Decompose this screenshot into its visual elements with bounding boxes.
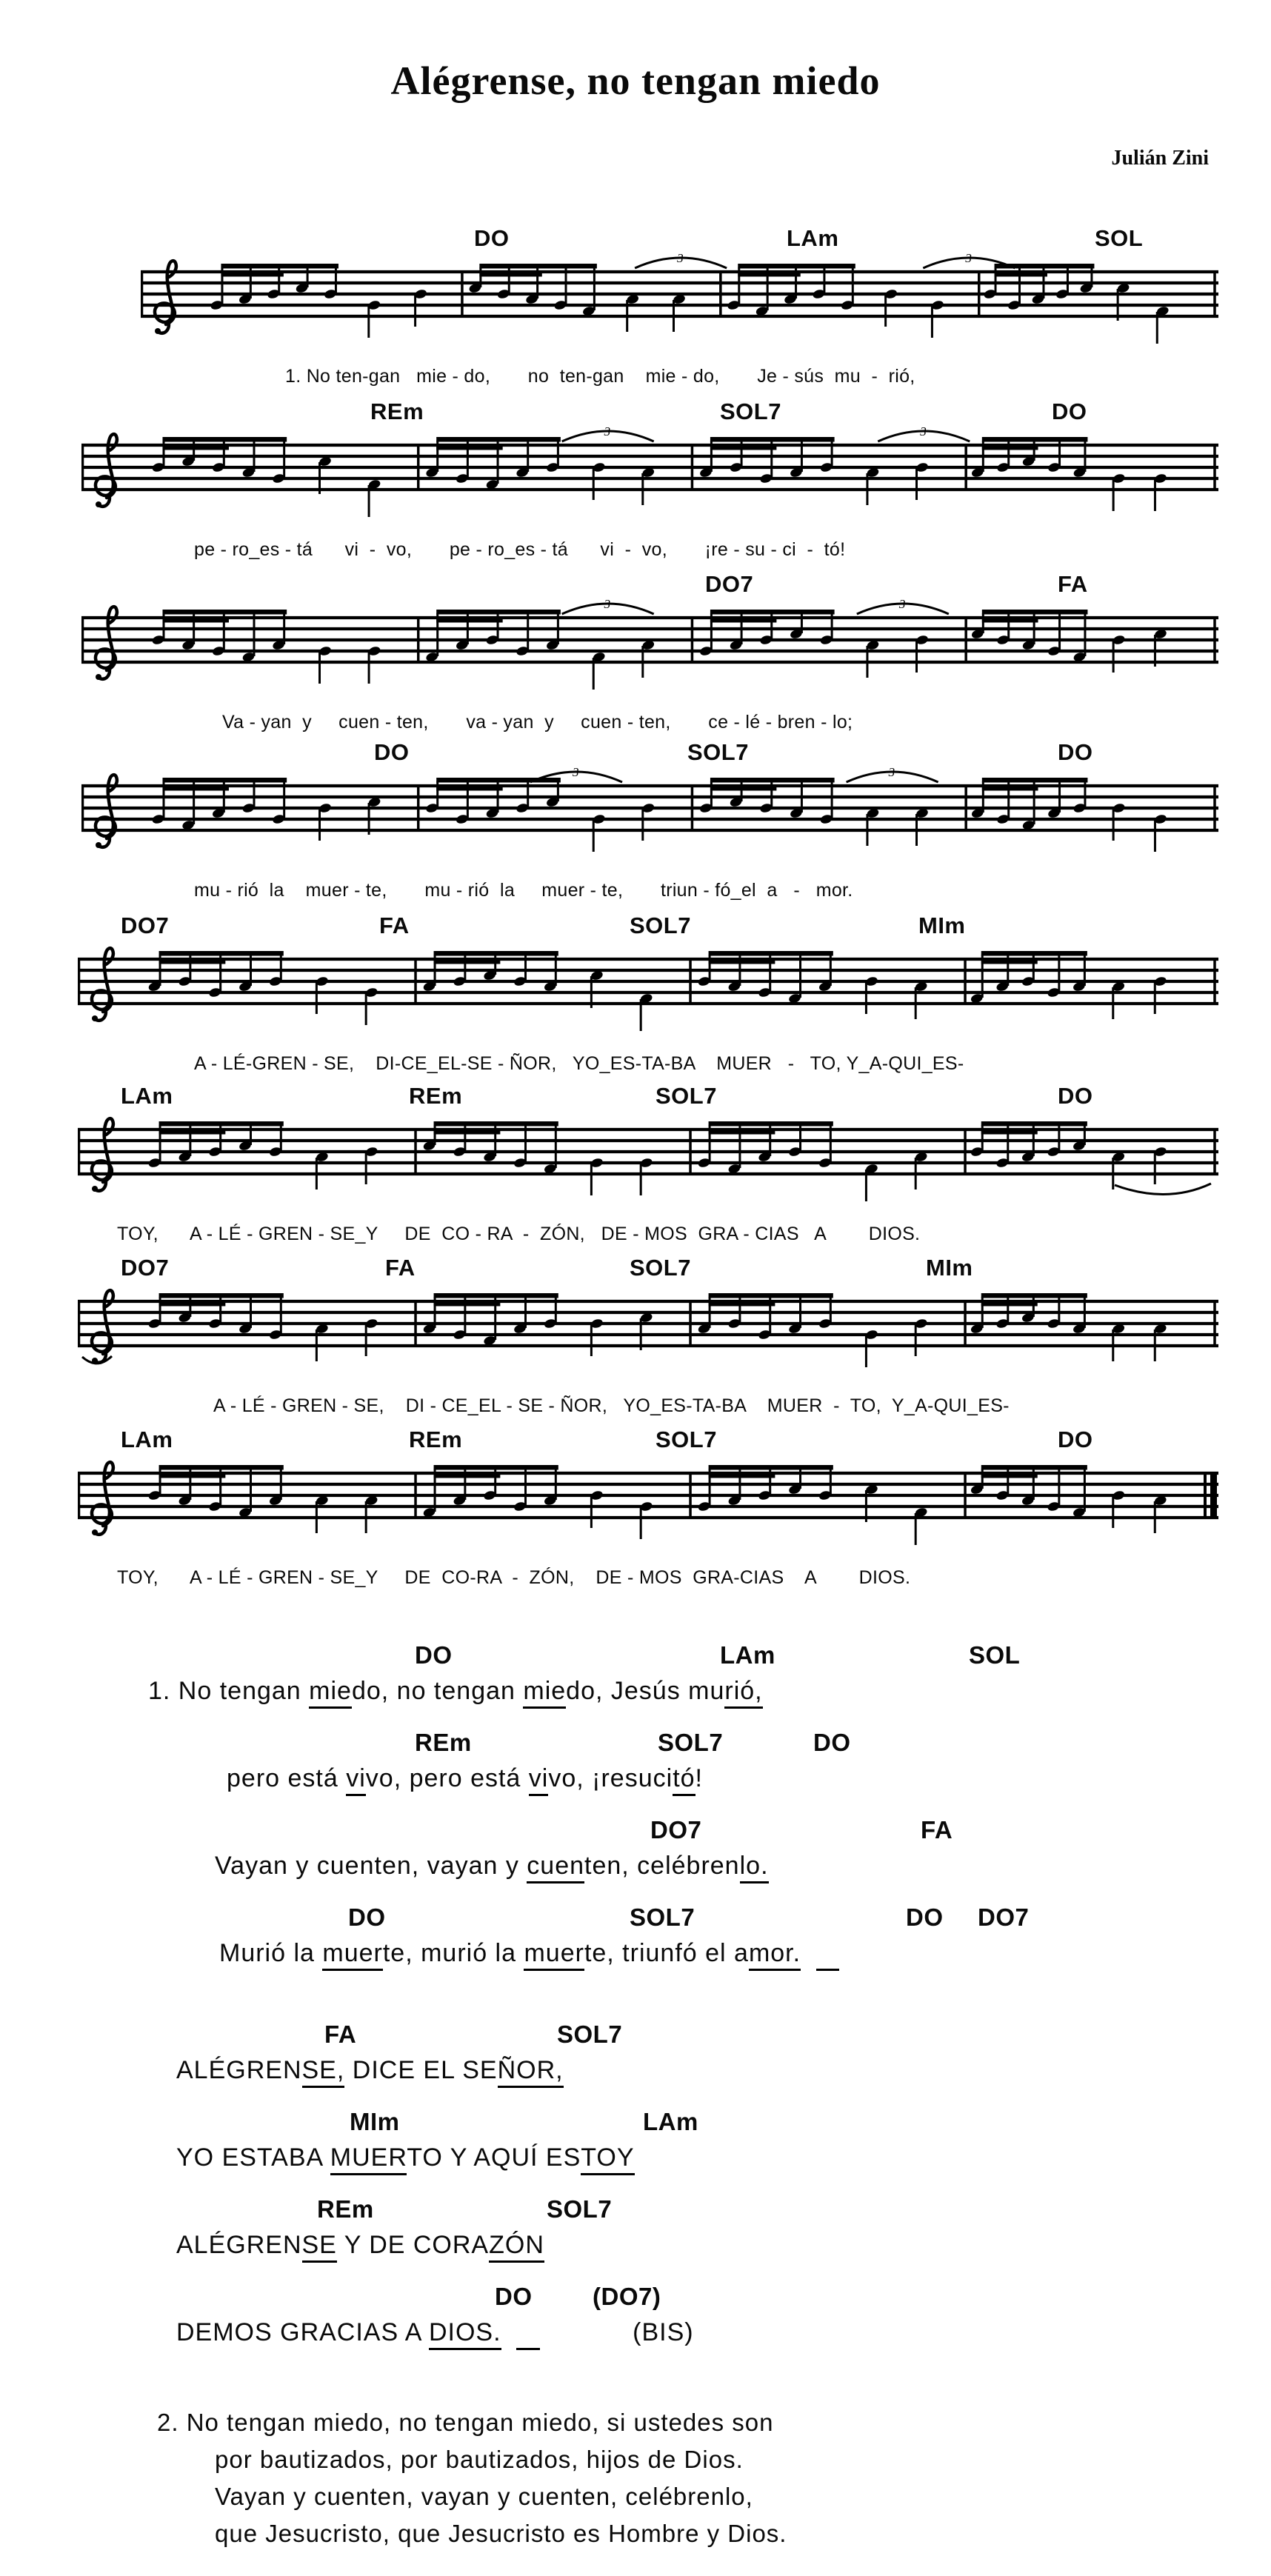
staff-notation: [78, 1111, 1218, 1211]
lyric-text: [501, 2318, 517, 2346]
chord-label: SOL7: [630, 1903, 695, 1931]
verse-2-line: 2. No tengan miedo, no tengan miedo, si ustedes son: [157, 2409, 774, 2436]
svg-text:3: 3: [920, 427, 927, 438]
lyric-text: te, triunfó el a: [584, 1939, 749, 1967]
svg-text:3: 3: [888, 767, 895, 779]
lyric-text: vo, ¡resuci: [548, 1764, 673, 1792]
chord-label: DO: [1052, 398, 1087, 424]
lyric-text: 1. No tengan: [148, 1677, 310, 1705]
staff-lyrics-line: 1. No ten-gan mie - do, no ten-gan mie - do, Je - sús mu - rió,: [285, 366, 915, 387]
chart-chord-row: [0, 2016, 1271, 2056]
chord-label: LAm: [643, 2108, 698, 2135]
chord-label: DO: [906, 1903, 944, 1931]
svg-text:3: 3: [898, 599, 906, 611]
chord-label: MIm: [350, 2108, 400, 2135]
chart-chord-row: [0, 1637, 1271, 1677]
svg-text:3: 3: [573, 767, 579, 779]
underlined-syllable: lo.: [740, 1852, 769, 1883]
underlined-syllable: muer: [524, 1939, 584, 1971]
chord-label: LAm: [121, 1427, 173, 1452]
lyric-text: (BIS): [539, 2318, 694, 2346]
underlined-syllable: cuen: [527, 1852, 584, 1883]
underlined-syllable: [516, 2318, 539, 2350]
chart-chord-row: [0, 2191, 1271, 2231]
chord-label: SOL: [969, 1641, 1021, 1669]
verse-1-chart: [0, 1637, 1271, 1986]
underlined-syllable: TOY: [581, 2143, 634, 2175]
chord-label: SOL7: [720, 398, 781, 424]
chart-line-pair: [0, 1812, 1271, 1896]
chord-label: DO: [813, 1729, 851, 1756]
chord-label: DO7: [121, 1255, 170, 1281]
svg-text:3: 3: [965, 253, 972, 265]
chord-label: DO7: [650, 1816, 702, 1843]
song-title: Alégrense, no tengan miedo: [390, 59, 881, 103]
underlined-syllable: muer: [322, 1939, 382, 1971]
chord-label: SOL7: [658, 1729, 724, 1756]
lyric-text: Y DE CORA: [336, 2231, 490, 2259]
lyric-text: ten, celébren: [584, 1852, 740, 1880]
staff-system: [0, 568, 1271, 740]
verse-2-section: [0, 2409, 1271, 2557]
underlined-syllable: ZÓN: [489, 2231, 544, 2263]
lyric-text: DEMOS GRACIAS A: [176, 2318, 429, 2346]
verse-2-line: por bautizados, por bautizados, hijos de Dios.: [215, 2446, 744, 2473]
triplet-bracket: [635, 253, 727, 268]
staff-lyrics-line: TOY, A - LÉ - GREN - SE_Y DE CO - RA - ZÓN, DE - MOS GRA - CIAS A DIOS.: [117, 1224, 921, 1244]
chord-label: SOL7: [547, 2195, 613, 2223]
lyric-text: TO Y AQUÍ ES: [407, 2143, 581, 2172]
chord-label: DO7: [978, 1903, 1030, 1931]
chord-label: SOL7: [630, 1255, 691, 1281]
triplet-bracket: [847, 767, 938, 782]
chart-line-pair: [0, 2278, 1271, 2363]
chord-label: DO: [474, 225, 510, 251]
underlined-syllable: rió,: [724, 1677, 762, 1709]
staff-lyrics-line: pe - ro_es - tá vi - vo, pe - ro_es - tá vi - vo, ¡re - su - ci - tó!: [194, 539, 846, 560]
underlined-syllable: mie: [523, 1677, 566, 1709]
chord-label: DO7: [705, 571, 754, 597]
chord-label: REm: [415, 1729, 472, 1756]
notes-group: [147, 1293, 1167, 1367]
chord-label: SOL7: [655, 1427, 717, 1452]
chord-label: FA: [379, 912, 410, 938]
chord-label: REm: [370, 398, 424, 424]
chord-label: FA: [1058, 571, 1088, 597]
lyric-text: ALÉGREN: [176, 2056, 302, 2084]
chart-chord-row: [0, 2278, 1271, 2318]
underlined-syllable: SE: [302, 2231, 337, 2263]
chart-lyric-row: [0, 1939, 1271, 1983]
lyric-text: DICE EL SE: [344, 2056, 498, 2084]
chart-chord-row: [0, 2103, 1271, 2143]
staff-system: [0, 1080, 1271, 1252]
chart-lyric-row: [0, 1852, 1271, 1896]
chord-label: DO: [1058, 1427, 1093, 1452]
staff-lines: [78, 1129, 1218, 1174]
chord-label: FA: [921, 1816, 953, 1843]
chart-lyric-row: [0, 2143, 1271, 2188]
final-barline: [1204, 1472, 1217, 1519]
svg-text:3: 3: [604, 599, 611, 611]
underlined-syllable: mie: [309, 1677, 352, 1709]
lyric-text: do, Jesús mu: [566, 1677, 725, 1705]
chord-label: DO: [415, 1641, 453, 1669]
staff-notation: [78, 1455, 1218, 1555]
chord-label: DO: [1058, 1083, 1093, 1109]
chord-label: FA: [385, 1255, 416, 1281]
chart-line-pair: [0, 1637, 1271, 1721]
triplet-bracket: [878, 427, 970, 441]
staff-notation: [81, 427, 1218, 527]
lyric-text: [801, 1939, 816, 1967]
staff-system: [0, 910, 1271, 1081]
chord-label: SOL7: [655, 1083, 717, 1109]
staff-lyrics-line: Va - yan y cuen - ten, va - yan y cuen - ten, ce - lé - bren - lo;: [222, 712, 853, 733]
underlined-syllable: vi: [346, 1764, 366, 1796]
staff-notation: [78, 1283, 1218, 1383]
chart-chord-row: [0, 1812, 1271, 1852]
chart-lyric-row: [0, 1764, 1271, 1809]
staff-lyrics-line: mu - rió la muer - te, mu - rió la muer - te, triun - fó_el a - mor.: [194, 880, 853, 901]
staff-system: [0, 396, 1271, 567]
staff-system: [0, 1252, 1271, 1424]
lyric-text: do, no tengan: [351, 1677, 524, 1705]
chart-lyric-row: [0, 2318, 1271, 2363]
svg-text:3: 3: [604, 427, 611, 438]
staff-notation: [81, 767, 1218, 867]
underlined-syllable: SE,: [302, 2056, 345, 2088]
triplet-bracket: [562, 427, 654, 441]
chart-lyric-row: [0, 1677, 1271, 1721]
lyric-text: vo, pero está: [365, 1764, 529, 1792]
chord-label: SOL: [1095, 225, 1144, 251]
chord-label: MIm: [918, 912, 966, 938]
chart-lyric-row: [0, 2231, 1271, 2275]
chart-chord-row: [0, 1724, 1271, 1764]
chord-label: FA: [324, 2021, 357, 2048]
underlined-syllable: mor.: [749, 1939, 801, 1971]
svg-text:3: 3: [677, 253, 684, 265]
chord-label: REm: [409, 1083, 463, 1109]
underlined-syllable: vi: [529, 1764, 549, 1796]
chord-label: DO: [1058, 739, 1093, 765]
refrain-chart: [0, 2016, 1271, 2366]
underlined-syllable: ÑOR,: [498, 2056, 564, 2088]
chart-chord-row: [0, 1899, 1271, 1939]
chart-line-pair: [0, 1724, 1271, 1809]
chord-label: LAm: [787, 225, 839, 251]
chord-label: DO: [495, 2283, 533, 2310]
chord-label: REm: [317, 2195, 374, 2223]
chord-label: SOL7: [687, 739, 749, 765]
chord-label: LAm: [121, 1083, 173, 1109]
chord-label: REm: [409, 1427, 463, 1452]
lyric-text: Vayan y cuenten, vayan y: [215, 1852, 527, 1880]
underlined-syllable: MUER: [330, 2143, 407, 2175]
verse-2-line: Vayan y cuenten, vayan y cuenten, celébrenlo,: [215, 2483, 753, 2510]
lyric-text: !: [695, 1764, 703, 1792]
chord-label: DO: [374, 739, 410, 765]
chord-label: SOL7: [630, 912, 691, 938]
chord-label: DO7: [121, 912, 170, 938]
chord-label: (DO7): [593, 2283, 661, 2310]
composer-credit: Julián Zini: [1111, 147, 1209, 170]
staff-notation: [81, 599, 1218, 699]
chord-label: MIm: [926, 1255, 973, 1281]
lyric-text: YO ESTABA: [176, 2143, 330, 2172]
staff-notation: [78, 941, 1218, 1041]
chart-line-pair: [0, 1899, 1271, 1983]
triplet-bracket: [857, 599, 949, 614]
triplet-bracket: [562, 599, 654, 614]
lyric-text: te, murió la: [382, 1939, 524, 1967]
verse-2-line: que Jesucristo, que Jesucristo es Hombre y Dios.: [215, 2520, 787, 2547]
chart-line-pair: [0, 2191, 1271, 2275]
notes-group: [151, 778, 1167, 852]
chord-label: DO: [348, 1903, 386, 1931]
slur: [1115, 1184, 1211, 1195]
staff-lyrics-line: TOY, A - LÉ - GREN - SE_Y DE CO-RA - ZÓN, DE - MOS GRA-CIAS A DIOS.: [117, 1567, 911, 1588]
staff-system: [0, 222, 1271, 394]
chart-line-pair: [0, 2016, 1271, 2100]
chord-label: SOL7: [557, 2021, 623, 2048]
staff-system: [0, 736, 1271, 908]
lyric-text: pero está: [227, 1764, 347, 1792]
underlined-syllable: DIOS.: [429, 2318, 501, 2350]
chart-line-pair: [0, 2103, 1271, 2188]
staff-system: [0, 1424, 1271, 1595]
chord-label: LAm: [720, 1641, 775, 1669]
lyric-text: Murió la: [219, 1939, 323, 1967]
lyric-text: ALÉGREN: [176, 2231, 302, 2259]
staff-lines: [78, 1301, 1218, 1346]
staff-lyrics-line: A - LÉ - GREN - SE, DI - CE_EL - SE - ÑOR, YO_ES-TA-BA MUER - TO, Y_A-QUI_ES-: [213, 1395, 1010, 1416]
chart-lyric-row: [0, 2056, 1271, 2100]
staff-notation: [141, 253, 1218, 353]
staff-lyrics-line: A - LÉ-GREN - SE, DI-CE_EL-SE - ÑOR, YO_ES-TA-BA MUER - TO, Y_A-QUI_ES-: [194, 1053, 964, 1074]
underlined-syllable: tó: [673, 1764, 695, 1796]
underlined-syllable: [816, 1939, 839, 1971]
staff-lines: [81, 445, 1218, 490]
